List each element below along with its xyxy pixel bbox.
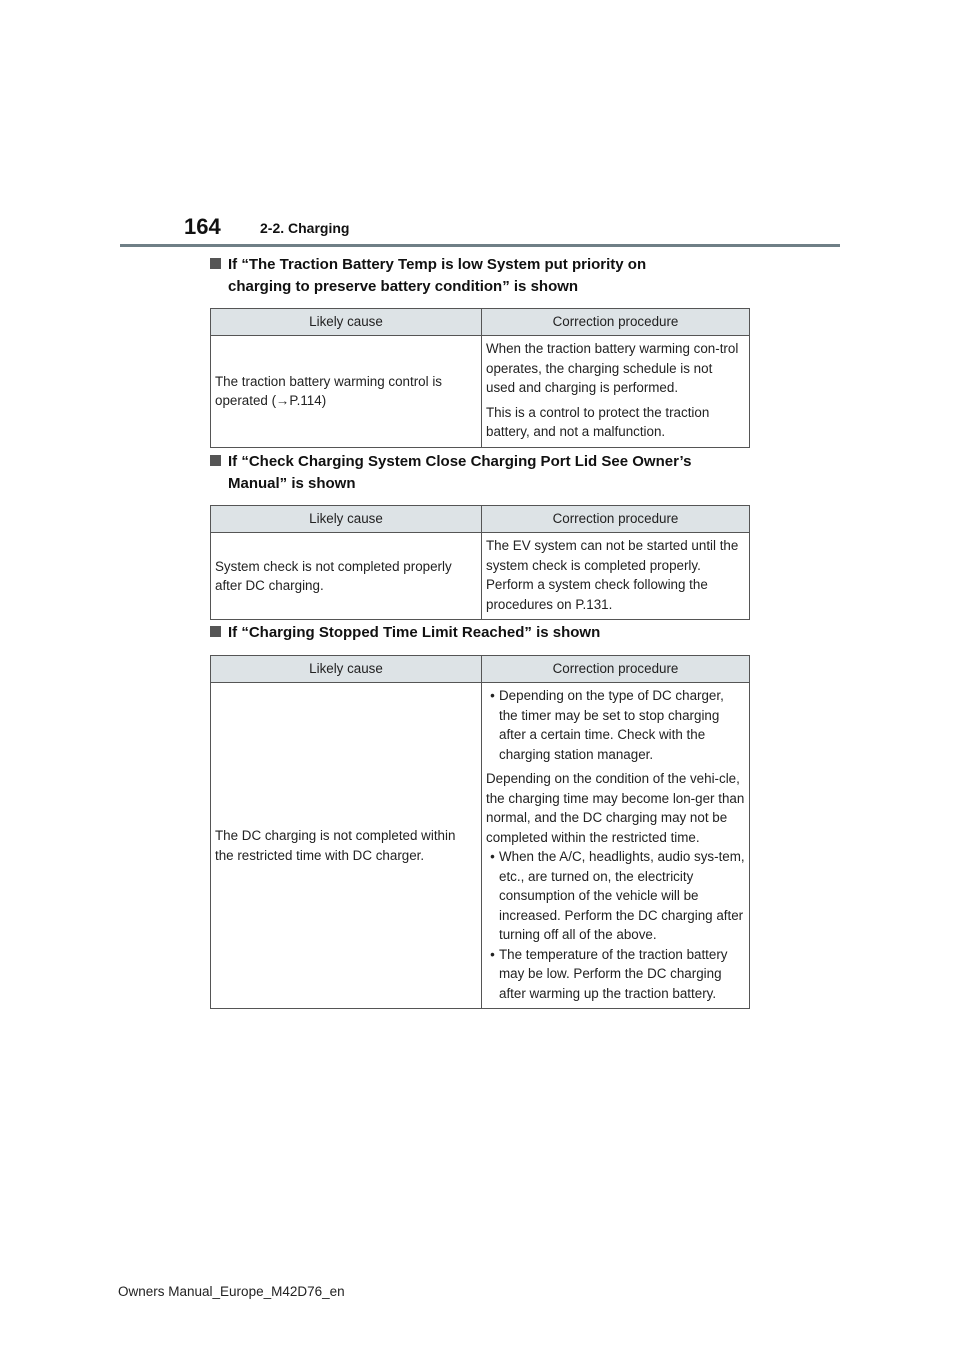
column-header-procedure: Correction procedure	[482, 309, 750, 336]
list-item: • When the A/C, headlights, audio sys-tem, etc., are turned on, the electricity consumption of the vehicle will be increased. Perform the DC charging after turning off all of the above.	[486, 847, 745, 945]
section-heading: If “Check Charging System Close Charging Port Lid See Owner’s Manual” is shown	[210, 451, 770, 495]
table-row	[211, 336, 750, 448]
bullet-dot-icon: •	[490, 849, 495, 864]
info-table	[210, 505, 750, 620]
table-row	[211, 533, 750, 620]
table-header-row	[211, 656, 750, 683]
square-bullet-icon	[210, 626, 221, 637]
info-table	[210, 308, 750, 448]
section-title: 2-2. Charging	[260, 220, 350, 236]
correction-procedure-cell: The EV system can not be started until the system check is completed properly. Perform a system check following the procedures on P.131.	[482, 533, 750, 620]
list-item: • The temperature of the traction battery may be low. Perform the DC charging after warming up the traction battery.	[486, 945, 745, 1004]
page-header	[0, 0, 960, 250]
section-heading: If “Charging Stopped Time Limit Reached” is shown	[210, 622, 770, 644]
page-footer: Owners Manual_Europe_M42D76_en	[118, 1284, 345, 1299]
bullet-dot-icon: •	[490, 946, 495, 962]
section-heading: If “The Traction Battery Temp is low System put priority on charging to preserve battery condition” is shown	[210, 254, 770, 298]
column-header-cause: Likely cause	[211, 656, 482, 683]
page-reference: operated (→P.114)	[215, 393, 327, 409]
correction-procedure-cell: When the traction battery warming con-trol operates, the charging schedule is not used and charging is performed. This is a control to protect the traction battery, and not a malfunction.	[482, 336, 750, 448]
column-header-procedure: Correction procedure	[482, 506, 750, 533]
square-bullet-icon	[210, 455, 221, 466]
square-bullet-icon	[210, 258, 221, 269]
info-table	[210, 655, 750, 1009]
column-header-procedure: Correction procedure	[482, 656, 750, 683]
list-item: • Depending on the type of DC charger, the timer may be set to stop charging after a certain time. Check with the charging station manager.	[486, 686, 745, 764]
likely-cause-cell: The DC charging is not completed within the restricted time with DC charger.	[211, 683, 482, 1009]
table-header-row	[211, 309, 750, 336]
bullet-dot-icon: •	[490, 688, 495, 703]
header-divider	[120, 244, 840, 247]
correction-procedure-cell: • Depending on the type of DC charger, the timer may be set to stop charging after a certain time. Check with the charging station manager. Depending on the condition of the vehi-cle, the charging time may become lon-ger than normal, and the DC charging may not be completed within the restricted time. • When the A/C, headlights, audio sys-tem, etc., are turned on, the electricity consumption of the vehicle will be increased. Perform the DC charging after turning off all of the above. • The temperature of the traction battery may be low. Perform the DC charging after warming up the traction battery.	[482, 683, 750, 1009]
page-number: 164	[184, 214, 221, 239]
likely-cause-cell: The traction battery warming control is operated (→P.114)	[211, 336, 482, 448]
table-row	[211, 683, 750, 1009]
table-header-row	[211, 506, 750, 533]
likely-cause-cell: System check is not completed properly after DC charging.	[211, 533, 482, 620]
column-header-cause: Likely cause	[211, 506, 482, 533]
column-header-cause: Likely cause	[211, 309, 482, 336]
